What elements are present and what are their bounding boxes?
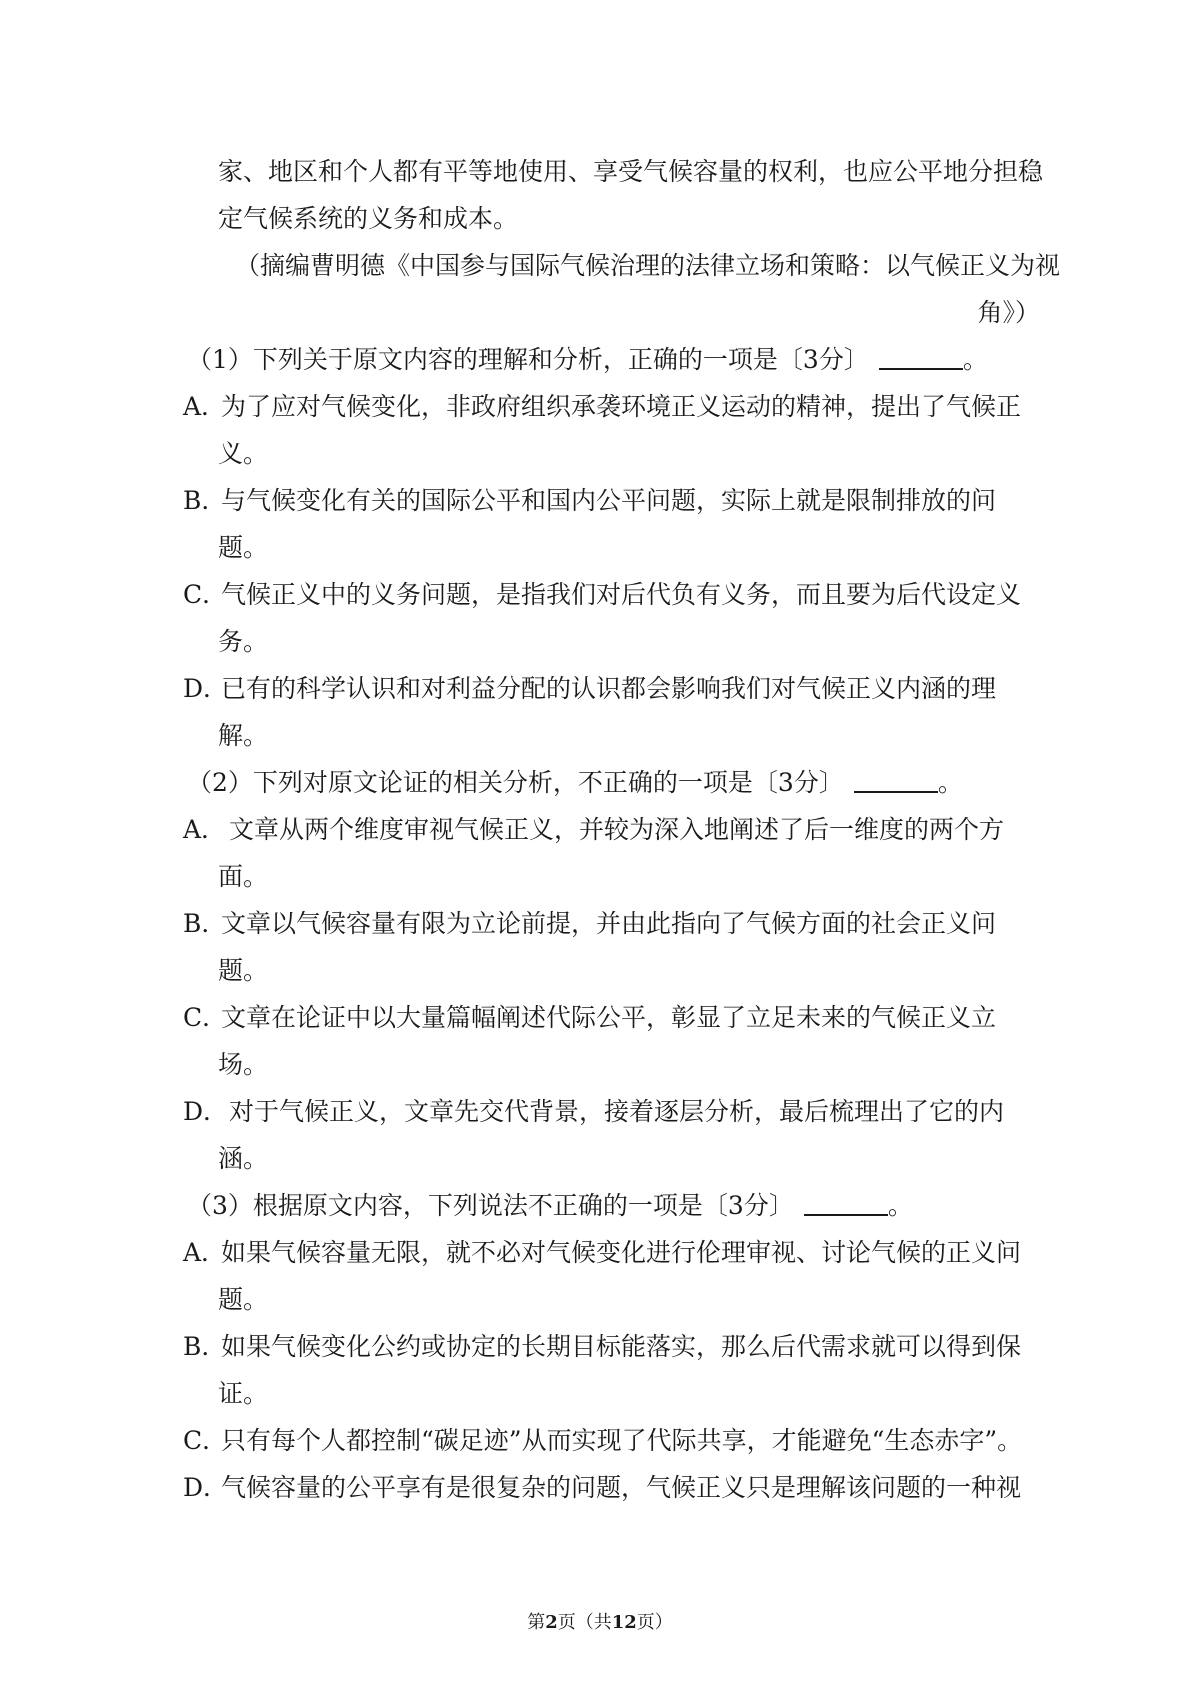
page-total: 12 bbox=[611, 1612, 637, 1633]
option-a: A． 文章从两个维度审视气候正义，并较为深入地阐述了后一维度的两个方 bbox=[183, 815, 1004, 844]
question-stem-text: （1）下列关于原文内容的理解和分析，正确的一项是〔3分〕 bbox=[187, 345, 869, 374]
option-b: B．文章以气候容量有限为立论前提，并由此指向了气候方面的社会正义问 bbox=[183, 909, 997, 938]
page-footer: 第2页（共12页） bbox=[527, 1612, 673, 1633]
option-b: B．与气候变化有关的国际公平和国内公平问题，实际上就是限制排放的问 bbox=[183, 486, 997, 515]
passage-source-end: 角》） bbox=[977, 298, 1040, 327]
question-2-stem: （2）下列对原文论证的相关分析，不正确的一项是〔3分〕 。 bbox=[183, 759, 1040, 806]
option-a: A．如果气候容量无限，就不必对气候变化进行伦理审视、讨论气候的正义问 bbox=[183, 1238, 1022, 1267]
answer-blank bbox=[854, 761, 938, 793]
option-d: D． 对于气候正义，文章先交代背景，接着逐层分析，最后梳理出了它的内 bbox=[183, 1097, 1004, 1126]
question-3-stem: （3）根据原文内容，下列说法不正确的一项是〔3分〕 。 bbox=[183, 1182, 1040, 1229]
option-d-cont: 涵。 bbox=[218, 1144, 269, 1173]
option-c: C．只有每个人都控制“碳足迹”从而实现了代际共享，才能避免“生态赤字”。 bbox=[183, 1426, 1023, 1455]
option-a-cont: 面。 bbox=[218, 862, 269, 891]
question-stem-text: （3）根据原文内容，下列说法不正确的一项是〔3分〕 bbox=[187, 1191, 794, 1220]
option-a: A．为了应对气候变化，非政府组织承袭环境正义运动的精神，提出了气候正 bbox=[183, 392, 1022, 421]
question-1-stem: （1）下列关于原文内容的理解和分析，正确的一项是〔3分〕 。 bbox=[183, 336, 1040, 383]
option-d: D．已有的科学认识和对利益分配的认识都会影响我们对气候正义内涵的理 bbox=[183, 674, 997, 703]
option-b-cont: 题。 bbox=[218, 956, 269, 985]
passage-source: （摘编曹明德《中国参与国际气候治理的法律立场和策略：以气候正义为视 bbox=[235, 251, 1061, 280]
page-number: 2 bbox=[545, 1612, 558, 1633]
option-c: C．气候正义中的义务问题，是指我们对后代负有义务，而且要为后代设定义 bbox=[183, 580, 1022, 609]
passage-line: 定气候系统的义务和成本。 bbox=[218, 204, 519, 233]
option-d-cont: 解。 bbox=[218, 721, 269, 750]
option-c: C．文章在论证中以大量篇幅阐述代际公平，彰显了立足未来的气候正义立 bbox=[183, 1003, 997, 1032]
passage-line: 家、地区和个人都有平等地使用、享受气候容量的权利，也应公平地分担稳 bbox=[218, 157, 1044, 186]
option-c-cont: 务。 bbox=[218, 627, 269, 656]
option-a-cont: 题。 bbox=[218, 1285, 269, 1314]
option-b-cont: 证。 bbox=[218, 1379, 269, 1408]
question-stem-text: （2）下列对原文论证的相关分析，不正确的一项是〔3分〕 bbox=[187, 768, 844, 797]
option-a-cont: 义。 bbox=[218, 439, 269, 468]
answer-blank bbox=[804, 1184, 888, 1216]
option-d: D．气候容量的公平享有是很复杂的问题，气候正义只是理解该问题的一种视 bbox=[183, 1473, 1022, 1502]
answer-blank bbox=[879, 338, 963, 370]
option-c-cont: 场。 bbox=[218, 1050, 269, 1079]
option-b-cont: 题。 bbox=[218, 533, 269, 562]
option-b: B．如果气候变化公约或协定的长期目标能落实，那么后代需求就可以得到保 bbox=[183, 1332, 1022, 1361]
